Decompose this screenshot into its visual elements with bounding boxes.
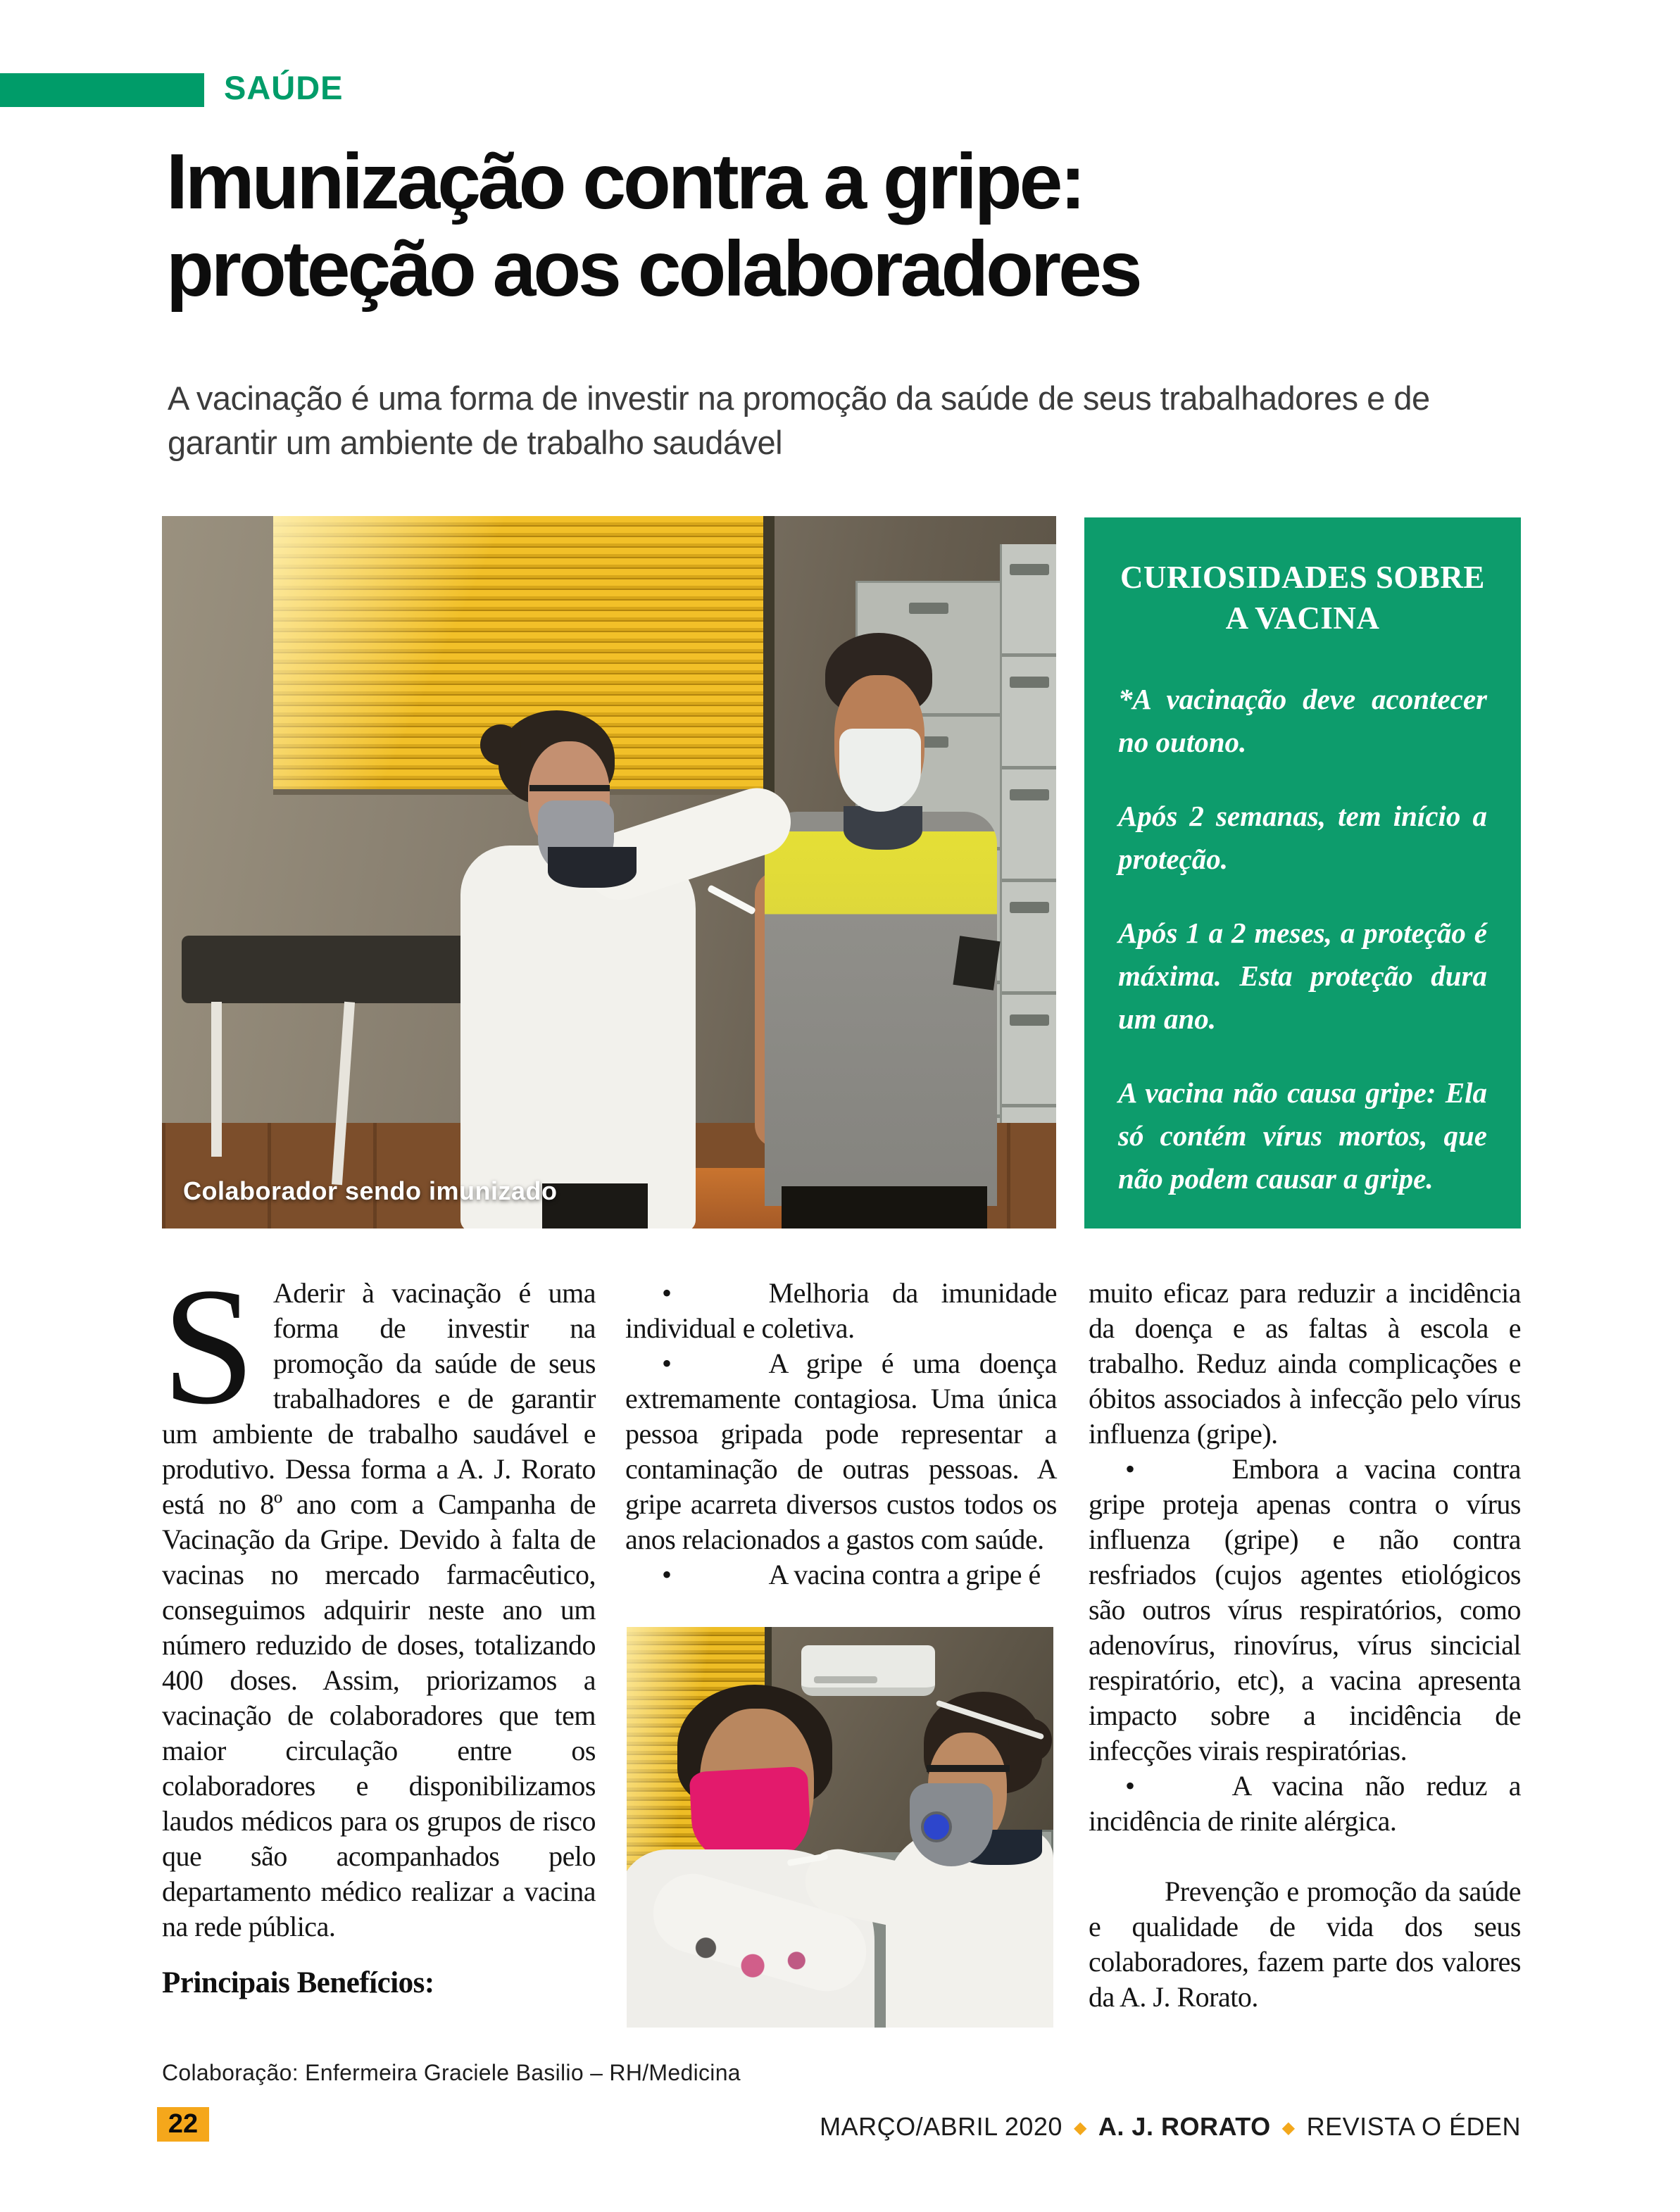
bullet-icon: •: [662, 1559, 672, 1590]
article-standfirst: A vacinação é uma forma de investir na promoção da saúde de seus trabalhadores e de garantir um ambiente de trabalho saudável: [168, 379, 1430, 461]
credits-line: Colaboração: Enfermeira Graciele Basilio – RH/Medicina: [162, 2060, 741, 2085]
body-paragraph: muito eficaz para reduzir a incidência da doença e as faltas à escola e trabalho. Reduz ainda complicações e óbitos associados à infecção pelo vírus influenza (gripe).: [1089, 1277, 1521, 1450]
article-title-line2: proteção aos colaboradores: [166, 225, 1140, 313]
bullet-item: • A gripe é uma doença extremamente contagiosa. Uma única pessoa gripada pode representar a contaminação de outras pessoas. A gripe acarreta diversos custos todos os anos relacionados a gastos com saúde.: [625, 1347, 1057, 1555]
sidebar-item: Após 1 a 2 meses, a proteção é máxima. Esta proteção dura um ano.: [1118, 917, 1487, 1035]
nurse-glasses: [529, 785, 610, 791]
employee-shirt: [765, 812, 997, 1206]
curiosities-sidebar: [1084, 517, 1521, 1228]
photo-vaccination-office: [162, 516, 1056, 1228]
body-paragraph: S Aderir à vacinação é uma forma de investir na promoção da saúde de seus trabalhadores e de garantir um ambiente de trabalho saudável e produtivo. Dessa forma a A. J. Rorato está no 8º ano com a Campanha de Vacinação da Gripe. Devido à falta de vacinas no mercado farmacêutico, conseguimos adquirir neste ano um número reduzido de doses, totalizando 400 doses. Assim, priorizamos a vacinação de colaboradores que tem maior circulação entre os colaboradores e disponibilizamos laudos médicos para os grupos de risco que são acompanhados pelo departamento médico realizar a vacina na rede pública.: [162, 1254, 596, 1942]
section-label: SAÚDE: [224, 69, 344, 106]
bullet-icon: •: [1125, 1770, 1135, 1802]
photo-caption: Colaborador sendo imunizado: [183, 1176, 558, 1205]
diamond-separator-icon: ◆: [1073, 2118, 1087, 2137]
respirator-valve: [921, 1811, 952, 1842]
article-title: [166, 138, 1539, 313]
bullet-icon: •: [1125, 1453, 1135, 1485]
sidebar-item: *A vacinação deve acontecer no outono.: [1118, 683, 1487, 758]
footer-magazine: REVISTA O ÉDEN: [1306, 2112, 1521, 2141]
footer-issue: MARÇO/ABRIL 2020: [820, 2112, 1062, 2141]
bullet-icon: •: [662, 1277, 672, 1309]
bullet-item: • Melhoria da imunidade individual e coletiva.: [625, 1277, 1057, 1344]
article-column-2: [625, 1276, 1057, 1592]
sidebar-item: Após 2 semanas, tem início a proteção.: [1118, 800, 1487, 875]
article-title-line1: Imunização contra a gripe:: [166, 138, 1084, 225]
air-conditioner: [801, 1645, 935, 1696]
section-color-bar: [0, 73, 204, 107]
sidebar-title: CURIOSIDADES SOBRE A VACINA: [1120, 560, 1485, 636]
benefits-heading: Principais Benefícios:: [162, 1966, 434, 1999]
bullet-item: • A vacina não reduz a incidência de rinite alérgica.: [1089, 1770, 1521, 1837]
article-column-3: [1089, 1276, 1521, 2015]
syringe: [707, 884, 756, 915]
photo-vaccination-second: [627, 1627, 1053, 2028]
bullet-item: • Embora a vacina contra gripe proteja apenas contra o vírus influenza (gripe) e não contra resfriados (cujos agentes etiológicos são outros vírus respiratórios, como adenovírus, rinovírus, vírus sincicial respiratório, etc), a vacina apresenta impacto sobre a incidência de infecções virais respiratórias.: [1089, 1453, 1521, 1766]
article-column-1: [162, 1254, 596, 2036]
body-paragraph: Prevenção e promoção da saúde e qualidade de vida dos seus colaboradores, fazem parte dos valores da A. J. Rorato.: [1089, 1875, 1521, 2013]
page-number: 22: [157, 2107, 209, 2142]
nurse-coat: [460, 846, 696, 1228]
nurse-glasses: [927, 1765, 1010, 1772]
drop-cap: S: [162, 1254, 255, 1439]
bullet-icon: •: [662, 1347, 672, 1379]
sidebar-item: A vacina não causa gripe: Ela só contém vírus mortos, que não podem causar a gripe.: [1118, 1076, 1487, 1195]
diamond-separator-icon: ◆: [1281, 2118, 1296, 2137]
employee-face-mask: [839, 729, 921, 812]
bullet-item: • A vacina contra a gripe é: [662, 1559, 1041, 1590]
footer-text: [820, 2112, 1521, 2142]
footer-brand: A. J. RORATO: [1098, 2112, 1271, 2141]
